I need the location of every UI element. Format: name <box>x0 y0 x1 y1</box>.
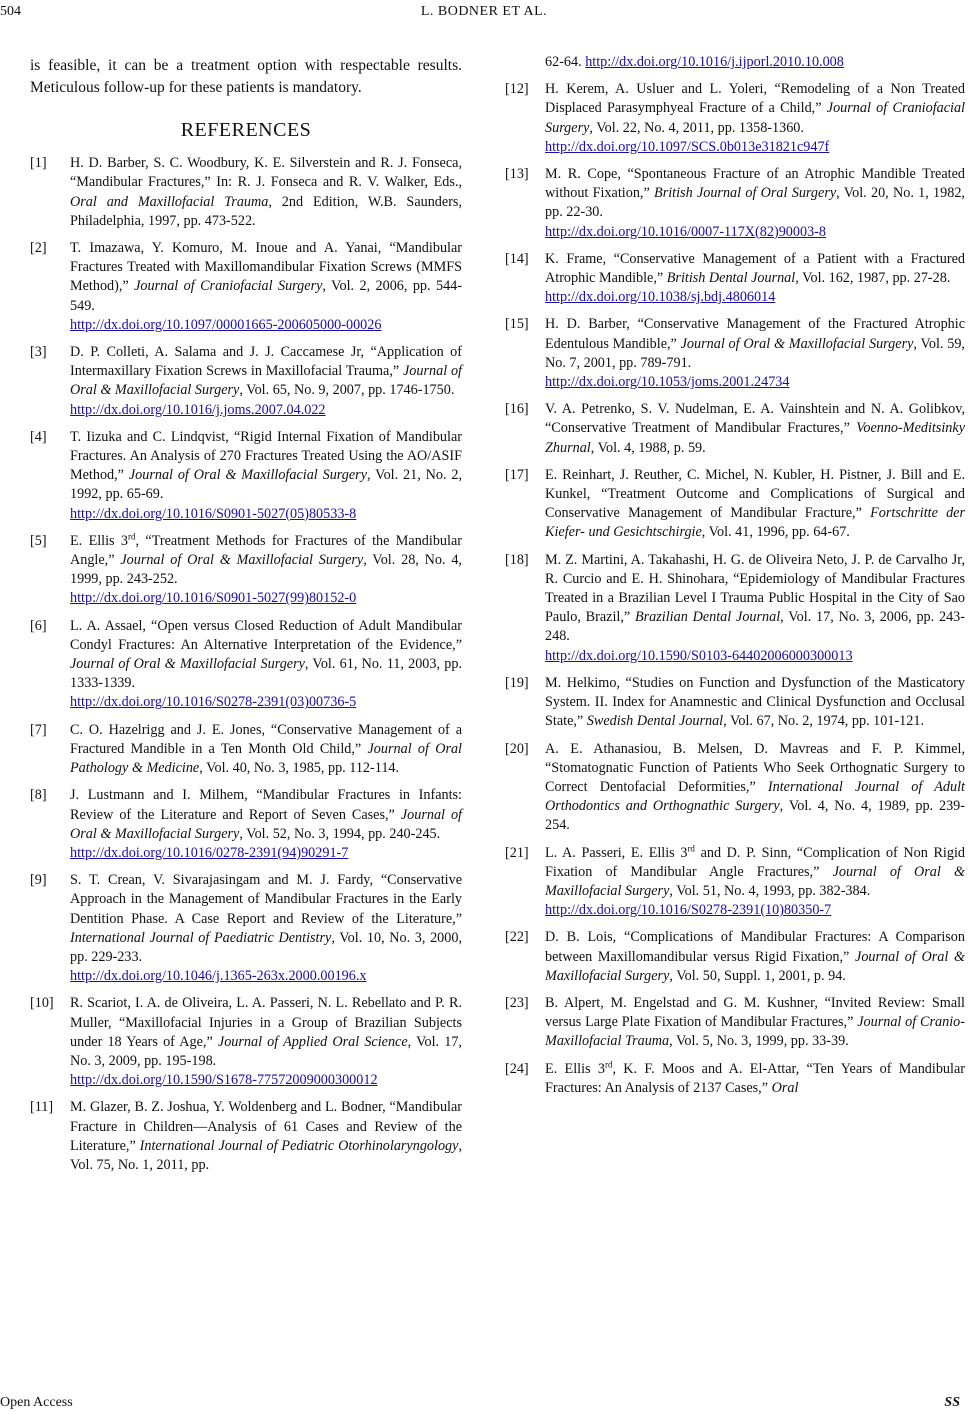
journal-title: British Dental Journal <box>666 270 796 287</box>
reference-text: A. E. Athanasiou, B. Melsen, D. Mavreas and F. P. Kimmel, “Stomatognatic Function of Patients Who Seek Orthognatic Surgery to Correct Dentofacial Deformities,” <box>545 740 965 795</box>
reference-text: E. Ellis 3 <box>70 532 129 549</box>
reference-item <box>505 400 965 458</box>
reference-number: [6] <box>30 617 47 634</box>
reference-text: B. Alpert, M. Engelstad and G. M. Kushner, “Invited Review: Small versus Large Plate Fixation of Mandibular Fractures,” <box>545 994 965 1031</box>
journal-title: Journal of Oral & Maxillofacial Surgery <box>120 552 364 569</box>
reference-text: S. T. Crean, V. Sivarajasingam and M. J. Fardy, “Conservative Approach in the Management of Mandibular Fractures in the Early Dentition Phase. A Case Report and Review of the Literature,” <box>70 872 462 927</box>
journal-title: Journal of Oral & Maxillofacial Surgery <box>128 467 367 484</box>
doi-link[interactable]: http://dx.doi.org/10.1016/0278-2391(94)90291-7 <box>70 844 349 861</box>
reference-continuation <box>505 53 965 72</box>
reference-text: K. Frame, “Conservative Management of a Patient with a Fractured Atrophic Mandible,” <box>545 250 965 287</box>
reference-text: , Vol. 65, No. 9, 2007, pp. 1746-1750. <box>239 382 455 399</box>
journal-title: International Journal of Pediatric Otorhinolaryngology <box>139 1137 459 1154</box>
reference-text: T. Imazawa, Y. Komuro, M. Inoue and A. Yanai, “Mandibular Fractures Treated with Maxillomandibular Fixation Screws (MMFS Method),” <box>70 240 462 295</box>
reference-text: , Vol. 4, No. 4, 1989, pp. 239-254. <box>545 798 965 834</box>
journal-title: Oral <box>771 1079 799 1096</box>
journal-title: Journal of Craniofacial Surgery <box>134 278 323 295</box>
reference-text: rd <box>128 531 136 542</box>
reference-text: H. D. Barber, “Conservative Management of the Fractured Atrophic Edentulous Mandible,” <box>545 316 965 352</box>
reference-number: [18] <box>505 551 529 568</box>
reference-item <box>505 315 965 392</box>
reference-item <box>505 80 965 157</box>
left-column <box>30 55 462 1183</box>
reference-text: , Vol. 41, 1996, pp. 64-67. <box>701 524 850 541</box>
reference-text: , Vol. 2, 2006, pp. 544-549. <box>70 278 462 314</box>
reference-text: , “Treatment Methods for Fractures of the Mandibular Angle,” <box>70 532 462 569</box>
reference-number: [1] <box>30 155 47 172</box>
reference-list-left <box>30 154 462 1175</box>
reference-number: [7] <box>30 721 47 738</box>
reference-text: , Vol. 52, No. 3, 1994, pp. 240-245. <box>239 825 441 842</box>
doi-link[interactable]: http://dx.doi.org/10.1053/joms.2001.24734 <box>545 374 790 391</box>
reference-text: J. Lustmann and I. Milhem, “Mandibular Fractures in Infants: Review of the Literature and Report of Seven Cases,” <box>70 787 462 823</box>
reference-text: M. Helkimo, “Studies on Function and Dysfunction of the Masticatory System. II. Index for Anamnestic and Clinical Dysfunction and Occlusal State,” <box>545 674 965 730</box>
reference-number: [14] <box>505 250 529 267</box>
reference-text: L. A. Passeri, E. Ellis 3 <box>545 844 688 861</box>
reference-item <box>30 343 462 420</box>
reference-item <box>505 466 965 543</box>
journal-title: Journal of Oral & Maxillofacial Surgery <box>545 948 965 984</box>
journal-title: Journal of Oral & Maxillofacial Surgery <box>70 806 463 842</box>
reference-number: [19] <box>505 674 529 691</box>
reference-item <box>505 844 965 921</box>
reference-item <box>30 721 462 779</box>
journal-title: Journal of Cranio-Maxillofacial Trauma <box>545 1014 965 1050</box>
journal-title: Journal of Applied Oral Science <box>217 1033 408 1050</box>
reference-item <box>505 740 965 836</box>
reference-text: H. D. Barber, S. C. Woodbury, K. E. Silverstein and R. J. Fonseca, “Mandibular Fractures,” In: R. J. Fonseca and R. V. Walker, Eds., <box>70 155 462 191</box>
doi-link[interactable]: http://dx.doi.org/10.1038/sj.bdj.4806014 <box>545 289 776 306</box>
reference-item <box>30 239 462 335</box>
running-header: L. BODNER ET AL. <box>420 4 548 19</box>
reference-text: , Vol. 50, Suppl. 1, 2001, p. 94. <box>669 967 846 984</box>
footer-journal-abbrev: SS <box>944 1395 960 1410</box>
journal-title: Journal of Oral & Maxillofacial Surgery <box>545 863 966 899</box>
journal-title: Swedish Dental Journal <box>586 713 724 730</box>
reference-number: [22] <box>505 929 529 946</box>
doi-link[interactable]: http://dx.doi.org/10.1016/S0901-5027(99)80152-0 <box>70 590 357 607</box>
references-heading: REFERENCES <box>180 119 312 141</box>
reference-number: [23] <box>505 994 529 1011</box>
reference-item <box>505 165 965 242</box>
doi-link[interactable]: http://dx.doi.org/10.1016/S0278-2391(03)00736-5 <box>70 694 357 711</box>
reference-number: [16] <box>505 401 529 418</box>
reference-text: V. A. Petrenko, S. V. Nudelman, E. A. Vainshtein and N. A. Golibkov, “Conservative Treatment of Mandibular Fractures,” <box>545 401 965 437</box>
reference-number: [11] <box>30 1099 54 1116</box>
reference-number: [10] <box>30 995 54 1012</box>
reference-text: L. A. Assael, “Open versus Closed Reduction of Adult Mandibular Condyl Fractures: An Alternative Interpretation of the Evidence,” <box>70 617 462 653</box>
doi-link[interactable]: http://dx.doi.org/10.1016/j.joms.2007.04.022 <box>70 401 326 418</box>
reference-item <box>505 1060 965 1098</box>
reference-item <box>505 928 965 986</box>
reference-text: M. R. Cope, “Spontaneous Fracture of an Atrophic Mandible Treated without Fixation,” <box>545 166 965 202</box>
reference-item <box>30 871 462 986</box>
reference-item <box>505 250 965 308</box>
reference-number: [8] <box>30 787 47 804</box>
reference-text: , Vol. 61, No. 11, 2003, pp. 1333-1339. <box>70 656 462 692</box>
reference-text: E. Ellis 3 <box>545 1060 605 1077</box>
journal-title: Oral and Maxillofacial Trauma <box>70 193 269 210</box>
right-column <box>505 53 965 1106</box>
reference-number: [9] <box>30 872 47 889</box>
journal-title: Journal of Oral Pathology & Medicine <box>70 740 463 777</box>
reference-text: M. Glazer, B. Z. Joshua, Y. Woldenberg and L. Bodner, “Mandibular Fracture in Children—Analysis of 61 Cases and Review of the Literature,” <box>70 1099 462 1154</box>
journal-title: Journal of Oral & Maxillofacial Surgery <box>70 656 305 673</box>
reference-item <box>30 786 462 863</box>
reference-text: , Vol. 20, No. 1, 1982, pp. 22-30. <box>545 185 965 221</box>
journal-title: Voenno-Meditsinky Zhurnal <box>545 420 965 456</box>
reference-text: , K. F. Moos and A. El-Attar, “Ten Years of Mandibular Fractures: An Analysis of 2137 Cases,” <box>545 1060 965 1096</box>
doi-link[interactable]: http://dx.doi.org/10.1590/S1678-77572009000300012 <box>70 1072 378 1089</box>
reference-text: , Vol. 4, 1988, p. 59. <box>590 439 706 456</box>
reference-text: D. B. Lois, “Complications of Mandibular Fractures: A Comparison between Maxillomandibular versus Rigid Fixation,” <box>545 929 965 965</box>
reference-item <box>30 532 462 609</box>
reference-item <box>505 551 965 666</box>
journal-title: International Journal of Adult Orthodontics and Orthognathic Surgery <box>545 778 966 815</box>
reference-text: , Vol. 59, No. 7, 2001, pp. 789-791. <box>545 335 965 371</box>
reference-text: and D. P. Sinn, “Complication of Non Rigid Fixation of Mandibular Angle Fractures,” <box>545 844 965 880</box>
reference-text: , Vol. 75, No. 1, 2011, pp. <box>70 1137 462 1173</box>
reference-number: [4] <box>30 428 47 445</box>
journal-title: Journal of Craniofacial Surgery <box>545 100 966 136</box>
journal-title: Brazilian Dental Journal <box>634 609 781 626</box>
reference-text: , 2nd Edition, W.B. Saunders, Philadelphia, 1997, pp. 473-522. <box>70 193 462 229</box>
reference-text: C. O. Hazelrigg and J. E. Jones, “Conservative Management of a Fractured Mandible in a Ten Month Old Child,” <box>70 721 462 757</box>
reference-number: [2] <box>30 240 47 257</box>
reference-text: M. Z. Martini, A. Takahashi, H. G. de Oliveira Neto, J. P. de Carvalho Jr, R. Curcio and E. H. Shinohara, “Epidemiology of Mandibular Fractures Treated in a Brazilian Level I Trauma Public Hospital in the City of Sao Paulo, Brazil,” <box>545 551 965 626</box>
reference-number: [21] <box>505 844 529 861</box>
reference-text: rd <box>604 1058 613 1069</box>
journal-title: International Journal of Paediatric Dentistry <box>70 929 332 946</box>
doi-link[interactable]: http://dx.doi.org/10.1016/j.ijporl.2010.10.008 <box>585 54 844 70</box>
reference-number: [24] <box>505 1060 529 1077</box>
reference-item <box>505 674 965 732</box>
reference-text: E. Reinhart, J. Reuther, C. Michel, N. Kubler, H. Pistner, J. Bill and E. Kunkel, “Treatment Outcome and Complications of Surgical and Conservative Management of Mandibular Fracture,” <box>545 466 965 522</box>
doi-link[interactable]: http://dx.doi.org/10.1097/SCS.0b013e31821c947f <box>545 138 830 155</box>
doi-link[interactable]: http://dx.doi.org/10.1016/S0278-2391(10)80350-7 <box>545 902 832 919</box>
journal-title: Journal of Oral & Maxillofacial Surgery <box>680 335 914 352</box>
reference-text: , Vol. 40, No. 3, 1985, pp. 112-114. <box>199 760 400 777</box>
reference-text: , Vol. 17, No. 3, 2006, pp. 243-248. <box>545 609 965 645</box>
reference-number: [3] <box>30 344 47 361</box>
reference-text: rd <box>687 842 695 853</box>
reference-text: D. P. Colleti, A. Salama and J. J. Caccamese Jr, “Application of Intermaxillary Fixation Screws in Maxillofacial Trauma,” <box>70 344 462 380</box>
reference-text: , Vol. 67, No. 2, 1974, pp. 101-121. <box>723 713 924 730</box>
footer-open-access: Open Access <box>0 1395 73 1410</box>
reference-text: , Vol. 28, No. 4, 1999, pp. 243-252. <box>70 552 462 588</box>
intro-paragraph: is feasible, it can be a treatment option with respectable results. Meticulous follow-up for these patients is mandatory. <box>30 57 462 96</box>
reference-item <box>505 994 965 1052</box>
doi-link[interactable]: http://dx.doi.org/10.1046/j.1365-263x.2000.00196.x <box>70 968 367 985</box>
reference-item <box>30 617 462 713</box>
continuation-text: 62-64. <box>545 54 586 70</box>
reference-text: , Vol. 21, No. 2, 1992, pp. 65-69. <box>70 467 462 503</box>
journal-title: Journal of Oral & Maxillofacial Surgery <box>70 363 462 399</box>
reference-number: [5] <box>30 532 47 549</box>
doi-link[interactable]: http://dx.doi.org/10.1097/00001665-200605000-00026 <box>70 316 382 333</box>
reference-text: , Vol. 10, No. 3, 2000, pp. 229-233. <box>70 929 462 965</box>
reference-text: H. Kerem, A. Usluer and L. Yoleri, “Remodeling of a Non Treated Displaced Parasymphyeal Fracture of a Child,” <box>545 81 965 117</box>
reference-text: R. Scariot, I. A. de Oliveira, L. A. Passeri, N. L. Rebellato and P. R. Muller, “Maxillofacial Injuries in a Group of Brazilian Subjects under 18 Years of Age,” <box>70 995 462 1050</box>
reference-text: , Vol. 22, No. 4, 2011, pp. 1358-1360. <box>589 119 804 136</box>
reference-item <box>30 428 462 524</box>
reference-number: [20] <box>505 740 529 757</box>
journal-title: Fortschritte der Kiefer- und Gesichtschirgie <box>545 505 965 541</box>
reference-number: [17] <box>505 466 529 483</box>
reference-item <box>30 1098 462 1175</box>
page-number: 504 <box>0 4 21 19</box>
reference-number: [15] <box>505 316 529 333</box>
reference-number: [13] <box>505 166 529 183</box>
reference-text: T. Iizuka and C. Lindqvist, “Rigid Internal Fixation of Mandibular Fractures. An Analysis of 270 Fractures Treated Using the AO/ASIF Method,” <box>70 428 462 484</box>
reference-list-right <box>505 80 965 1098</box>
reference-text: , Vol. 5, No. 3, 1999, pp. 33-39. <box>669 1033 849 1050</box>
reference-text: , Vol. 162, 1987, pp. 27-28. <box>795 270 951 287</box>
doi-link[interactable]: http://dx.doi.org/10.1016/S0901-5027(05)80533-8 <box>70 505 357 522</box>
doi-link[interactable]: http://dx.doi.org/10.1016/0007-117X(82)90003-8 <box>545 223 826 240</box>
reference-item <box>30 994 462 1090</box>
doi-link[interactable]: http://dx.doi.org/10.1590/S0103-64402006000300013 <box>545 647 853 664</box>
reference-text: , Vol. 51, No. 4, 1993, pp. 382-384. <box>669 882 871 899</box>
reference-text: , Vol. 17, No. 3, 2009, pp. 195-198. <box>70 1033 462 1069</box>
journal-title: British Journal of Oral Surgery <box>654 185 837 202</box>
reference-number: [12] <box>505 81 529 98</box>
reference-item <box>30 154 462 231</box>
